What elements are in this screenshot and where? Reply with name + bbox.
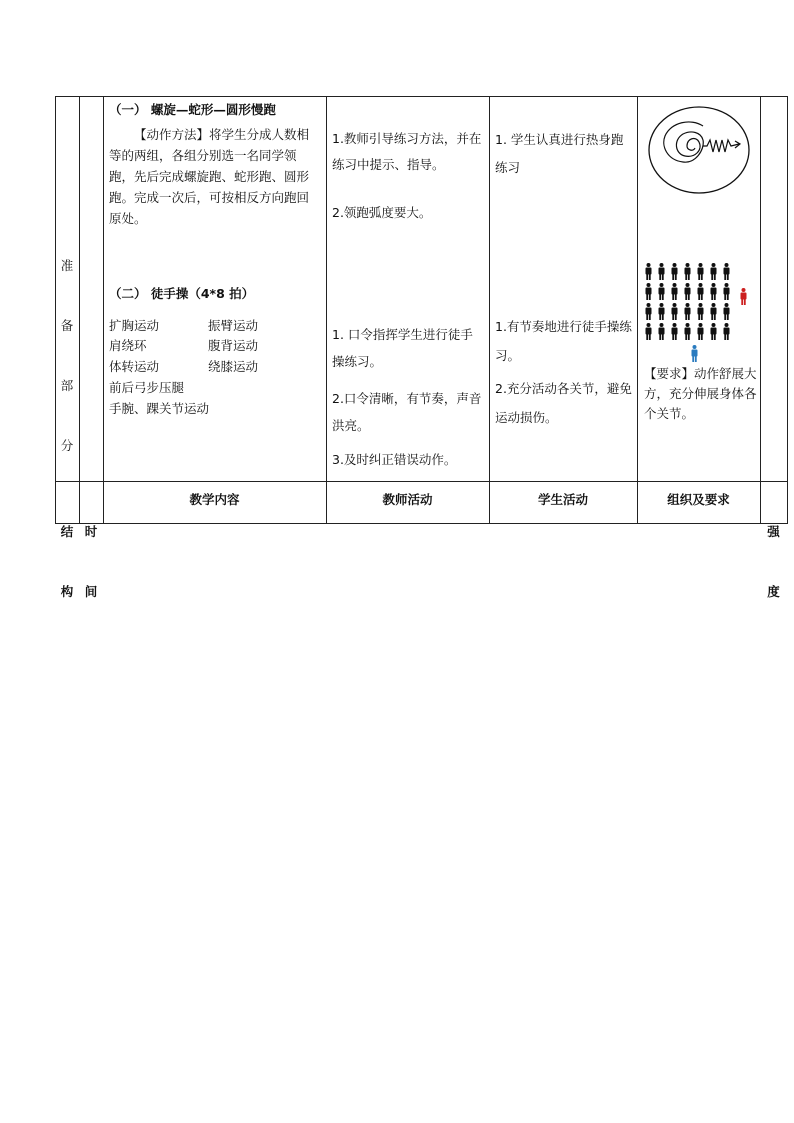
student-note: 2.充分活动各关节，避免运动损伤。 [495,381,632,425]
header-content: 教学内容 [189,492,240,507]
grid-line [489,96,490,524]
header-intensity [760,482,787,642]
grid-line [326,96,327,524]
person-icon [698,283,704,300]
person-icon [685,263,691,280]
exercise-item: 前后弓步压腿 [109,380,185,395]
header-char: 结 [60,524,74,539]
header-char: 构 [60,584,74,599]
teacher-note: 1. 口令指挥学生进行徒手操练习。 [332,327,473,369]
person-icon [711,263,717,280]
exercise-item: 肩绕环 [109,338,147,353]
section-char: 部 [60,378,74,393]
person-icon [724,303,730,320]
grid-line [637,96,638,524]
person-icon [659,283,665,300]
lesson-plan-table [55,96,788,599]
grid-line [103,96,104,524]
person-icon [659,303,665,320]
teacher-note: 3.及时纠正错误动作。 [332,452,457,467]
person-icon [711,303,717,320]
teacher-note: 2.口令清晰，有节奏，声音洪亮。 [332,391,482,433]
person-icon [672,263,678,280]
running-track-diagram [643,102,755,198]
header-char: 度 [767,584,780,599]
grid-line [55,96,788,97]
person-icon [698,263,704,280]
section-label [55,216,79,496]
student-note: 1.有节奏地进行徒手操练习。 [495,319,632,363]
section-char: 准 [60,258,74,273]
grid-line [760,96,761,524]
teacher-note: 1.教师引导练习方法，并在练习中提示、指导。 [332,131,482,172]
person-icon [672,303,678,320]
person-icon [646,323,652,340]
exercise-item: 绕膝运动 [208,359,259,374]
part2-title: （二） 徒手操（4*8 拍） [109,286,255,301]
person-icon [692,345,698,362]
person-icon [646,263,652,280]
part1-title: （一） 螺旋—蛇形—圆形慢跑 [109,102,276,117]
header-organization: 组织及要求 [667,492,730,507]
exercise-item: 扩胸运动 [109,318,160,333]
section-char: 备 [60,318,74,333]
header-teacher: 教师活动 [382,492,433,507]
teacher-note: 2.领跑弧度要大。 [332,205,432,220]
header-student: 学生活动 [537,492,588,507]
person-icon [711,283,717,300]
person-icon [724,283,730,300]
person-icon [741,288,747,305]
header-char: 强 [767,524,780,539]
person-icon [672,323,678,340]
exercise-item: 手腕、踝关节运动 [109,401,210,416]
person-icon [698,323,704,340]
header-char: 时 [84,524,98,539]
grid-line [787,96,788,524]
person-icon [646,283,652,300]
person-icon [724,263,730,280]
grid-line [79,96,80,524]
grid-line [55,523,788,524]
exercise-item: 腹背运动 [208,338,259,353]
exercise-item: 振臂运动 [208,318,259,333]
grid-line [55,481,788,482]
person-icon [698,303,704,320]
person-icon [659,323,665,340]
person-icon [711,323,717,340]
person-icon [672,283,678,300]
header-char: 间 [84,584,98,599]
person-icon [685,303,691,320]
formation-diagram [643,261,755,365]
exercise-item: 体转运动 [109,359,160,374]
header-structure [55,482,79,642]
person-icon [646,303,652,320]
section-char: 分 [60,438,74,453]
organization-requirement: 【要求】动作舒展大方，充分伸展身体各个关节。 [644,366,757,421]
person-icon [659,263,665,280]
header-time [79,482,103,642]
part1-method: 【动作方法】将学生分成人数相等的两组，各组分别选一名同学领跑，先后完成螺旋跑、蛇形跑、圆形跑。完成一次后，可按相反方向跑回原处。 [109,127,310,226]
person-icon [724,323,730,340]
person-icon [685,323,691,340]
person-icon [685,283,691,300]
student-note: 1. 学生认真进行热身跑练习 [495,132,624,175]
